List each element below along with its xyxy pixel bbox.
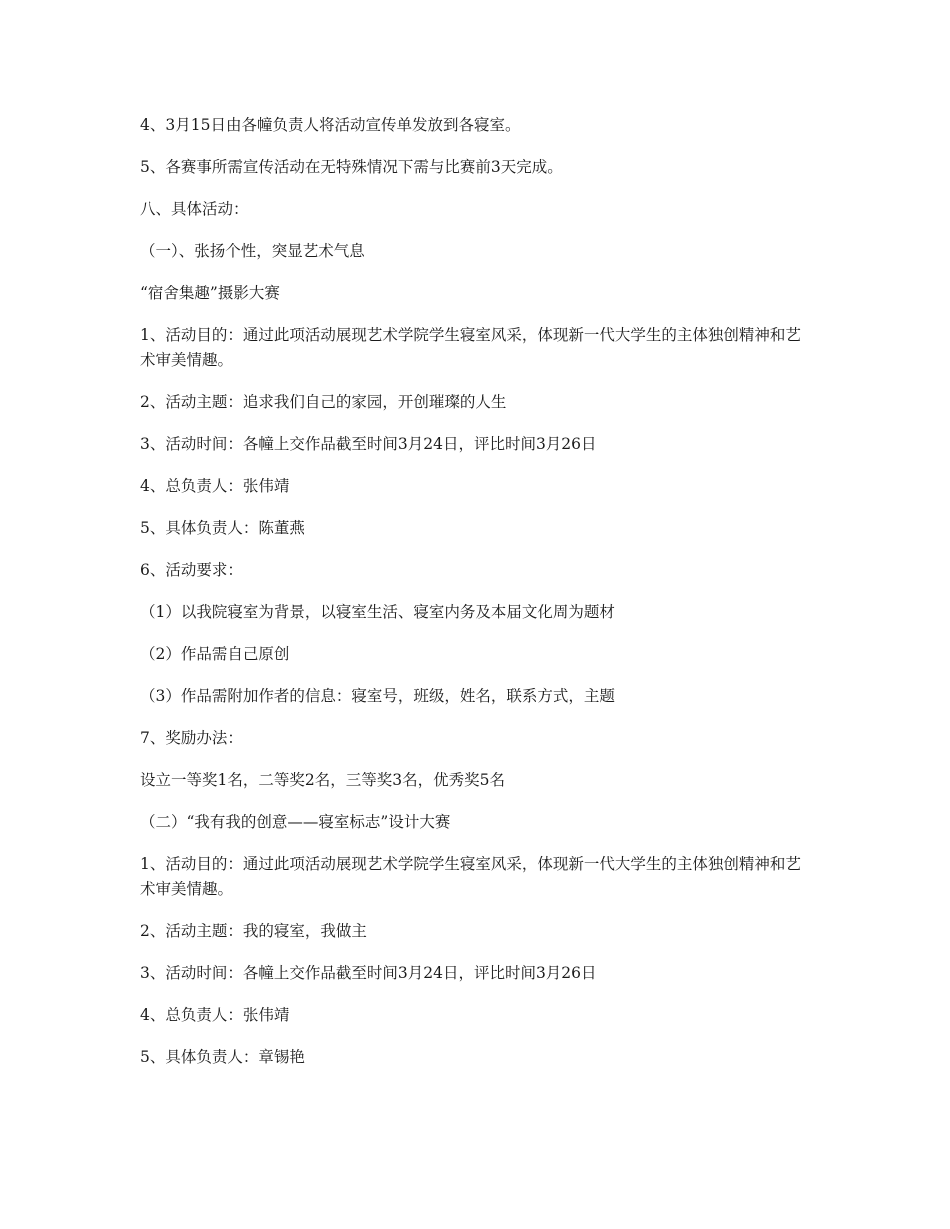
subsection-heading-2: （二）“我有我的创意——寝室标志”设计大赛 bbox=[140, 813, 451, 831]
paragraph-purpose: 1、活动目的：通过此项活动展现艺术学院学生寝室风采，体现新一代大学生的主体独创精神和艺术审美情趣。 bbox=[140, 326, 801, 369]
paragraph-purpose-2: 1、活动目的：通过此项活动展现艺术学院学生寝室风采，体现新一代大学生的主体独创精神和艺术审美情趣。 bbox=[140, 855, 801, 898]
paragraph-requirements: 6、活动要求： bbox=[140, 561, 243, 579]
paragraph-theme-2: 2、活动主题：我的寝室，我做主 bbox=[140, 922, 367, 940]
requirement-item-2: （2）作品需自己原创 bbox=[140, 645, 290, 663]
requirement-item-1: （1）以我院寝室为背景，以寝室生活、寝室内务及本届文化周为题材 bbox=[140, 603, 615, 621]
paragraph-specific-person: 5、具体负责人：陈董燕 bbox=[140, 519, 305, 537]
activity-title-photography: “宿舍集趣”摄影大赛 bbox=[140, 284, 280, 302]
paragraph-leaflet-distribution: 4、3月15日由各幢负责人将活动宣传单发放到各寝室。 bbox=[140, 116, 521, 134]
paragraph-specific-person-2: 5、具体负责人：章锡艳 bbox=[140, 1048, 305, 1066]
paragraph-time: 3、活动时间：各幢上交作品截至时间3月24日，评比时间3月26日 bbox=[140, 435, 597, 453]
requirement-item-3: （3）作品需附加作者的信息：寝室号，班级，姓名，联系方式，主题 bbox=[140, 687, 615, 705]
subsection-heading-1: （一）、张扬个性，突显艺术气息 bbox=[140, 242, 365, 260]
paragraph-reward-detail: 设立一等奖1名，二等奖2名，三等奖3名，优秀奖5名 bbox=[140, 771, 505, 789]
paragraph-publicity-deadline: 5、各赛事所需宣传活动在无特殊情况下需与比赛前3天完成。 bbox=[140, 158, 563, 176]
paragraph-chief-person: 4、总负责人：张伟靖 bbox=[140, 477, 290, 495]
paragraph-theme: 2、活动主题：追求我们自己的家园，开创璀璨的人生 bbox=[140, 393, 507, 411]
paragraph-time-2: 3、活动时间：各幢上交作品截至时间3月24日，评比时间3月26日 bbox=[140, 964, 597, 982]
paragraph-reward-method: 7、奖励办法： bbox=[140, 729, 243, 747]
paragraph-chief-person-2: 4、总负责人：张伟靖 bbox=[140, 1006, 290, 1024]
section-heading-specific-activities: 八、具体活动： bbox=[140, 200, 249, 218]
document-body bbox=[140, 113, 810, 1070]
